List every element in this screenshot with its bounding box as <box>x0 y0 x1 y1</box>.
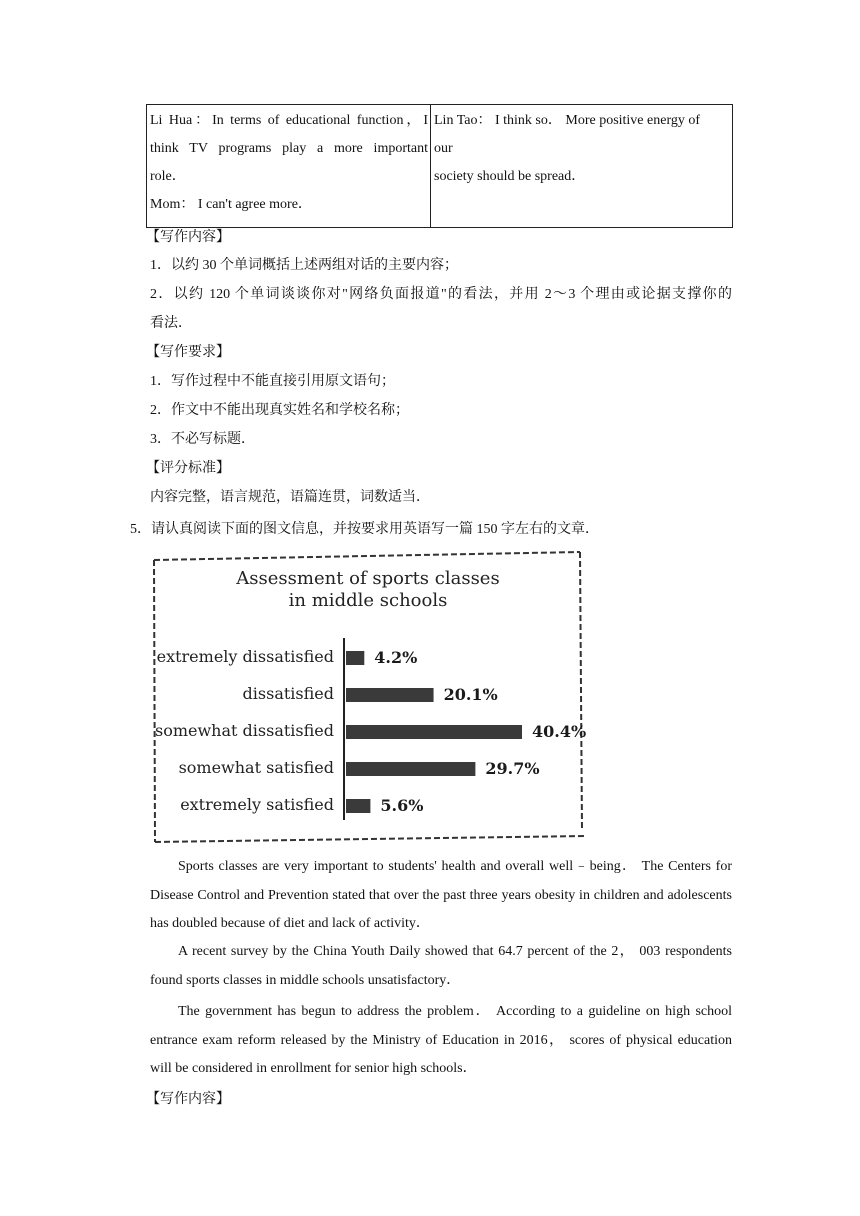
category-label: somewhat dissatisfied <box>155 721 334 740</box>
instruction-item: 看法． <box>150 316 192 331</box>
bar <box>346 799 370 813</box>
chart-title-line-1: Assessment of sports classes <box>236 568 500 589</box>
frame-top <box>154 552 580 560</box>
dialogue-left-cell <box>147 105 431 228</box>
table-row <box>147 105 733 228</box>
value-label: 20.1% <box>443 685 498 704</box>
section-heading-requirements: 【写作要求】 <box>146 345 230 360</box>
bars-group <box>155 647 586 815</box>
requirement-item: 1．写作过程中不能直接引用原文语句； <box>150 374 395 389</box>
dialogue-line: our <box>434 141 453 156</box>
chart-figure <box>150 550 586 846</box>
value-label: 29.7% <box>485 759 540 778</box>
passage-paragraph: Sports classes are very important to students' health and overall well﹣being． The Centers for Disease Control and Prevention stated that over the past three years obesity in children and adolescents has doubled because of diet and lack of activity． <box>150 859 732 931</box>
instruction-item: 1．以约 30 个单词概括上述两组对话的主要内容； <box>150 258 458 273</box>
dialogue-line: society should be spread． <box>434 169 586 184</box>
category-label: extremely satisfied <box>180 795 334 814</box>
bar <box>346 651 364 665</box>
bar <box>346 688 434 702</box>
passage-paragraph: A recent survey by the China Youth Daily showed that 64.7 percent of the 2， 003 respondents found sports classes in middle schools unsatisfactory． <box>150 944 732 988</box>
section-heading-scoring: 【评分标准】 <box>146 461 230 476</box>
frame-bottom <box>155 836 584 842</box>
section-heading-content: 【写作内容】 <box>146 230 230 245</box>
chart-title-line-2: in middle schools <box>288 590 448 611</box>
bar <box>346 725 522 739</box>
dialogue-line: role． <box>150 169 186 184</box>
requirement-item: 3．不必写标题． <box>150 432 255 447</box>
dialogue-line: Mom： I can't agree more． <box>150 197 312 212</box>
value-label: 5.6% <box>380 796 424 815</box>
frame-right <box>580 552 582 830</box>
category-label: extremely dissatisfied <box>156 647 334 666</box>
dialogue-line: think TV programs play a more important <box>150 141 428 156</box>
value-label: 40.4% <box>532 722 586 741</box>
section-heading-content-2: 【写作内容】 <box>146 1092 230 1107</box>
dialogue-line: Li Hua：In terms of educational function，I <box>150 113 428 128</box>
bar-chart <box>150 550 586 846</box>
question-5-prompt: 5．请认真阅读下面的图文信息，并按要求用英语写一篇 150 字左右的文章． <box>130 522 599 537</box>
dialogue-table <box>146 104 733 228</box>
category-label: dissatisfied <box>242 684 334 703</box>
scoring-text: 内容完整，语言规范，语篇连贯，词数适当． <box>150 490 430 505</box>
bar <box>346 762 475 776</box>
instruction-item: 2．以约 120 个单词谈谈你对"网络负面报道"的看法，并用 2～3 个理由或论据支撑你的 <box>150 287 732 302</box>
frame-left <box>154 560 155 842</box>
requirement-item: 2．作文中不能出现真实姓名和学校名称； <box>150 403 409 418</box>
dialogue-line: Lin Tao： I think so． More positive energy of <box>434 113 701 128</box>
passage-paragraph: The government has begun to address the problem． According to a guideline on high school entrance exam reform released by the Ministry of Education in 2016， scores of physical education will be considered in enrollment for senior high schools． <box>150 1004 732 1076</box>
value-label: 4.2% <box>374 648 418 667</box>
category-label: somewhat satisfied <box>178 758 334 777</box>
dialogue-right-cell <box>431 105 733 228</box>
